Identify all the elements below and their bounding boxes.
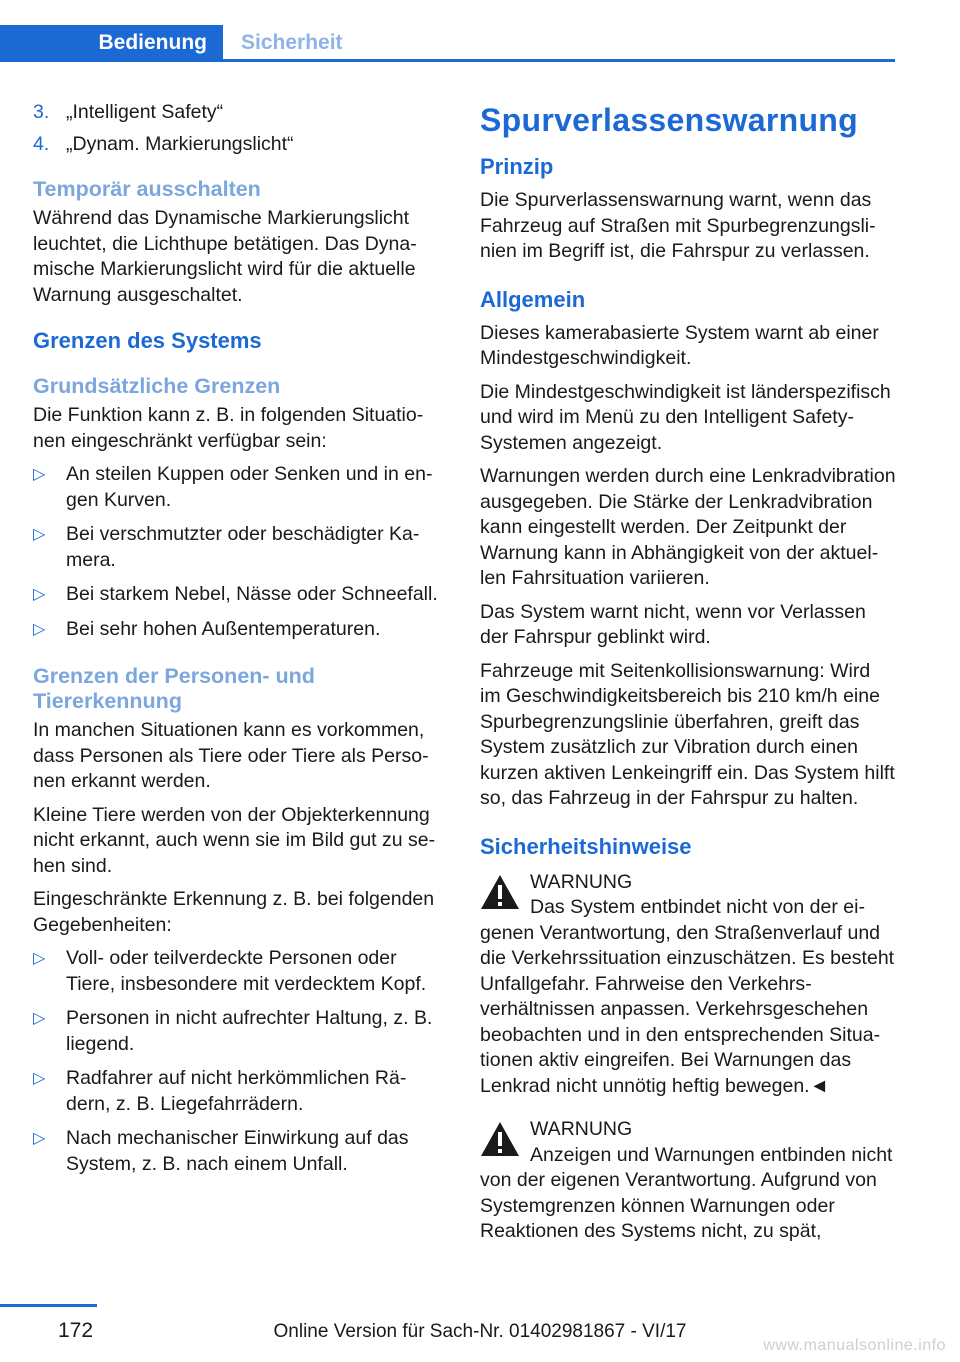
paragraph: Die Funktion kann z. B. in folgenden Situationen eingeschränkt verfügbar sein:: [33, 404, 424, 452]
triangle-right-icon: ▷: [33, 620, 46, 638]
warning-block: [480, 1117, 896, 1245]
triangle-right-icon: ▷: [33, 950, 46, 967]
header-bar: [0, 25, 895, 62]
list-item: [33, 617, 443, 643]
list-item-text: Personen in nicht aufrechter Haltung, z. B. liegend.: [66, 1007, 433, 1055]
list-item-text: Bei sehr hohen Außentemperaturen.: [66, 617, 381, 640]
paragraph: In manchen Situationen kann es vorkommen, dass Personen als Tiere oder Tiere als Personen erkannt werden.: [33, 719, 429, 792]
tab-sicherheit[interactable]: Sicherheit: [241, 31, 343, 54]
section-heading-temp-off: Temporär ausschalten: [33, 177, 261, 201]
list-item: [33, 522, 443, 573]
triangle-right-icon: ▷: [33, 1010, 46, 1027]
list-item-text: An steilen Kuppen oder Senken und in engen Kurven.: [66, 463, 433, 511]
triangle-right-icon: ▷: [33, 1070, 46, 1087]
list-item: [33, 1066, 443, 1117]
paragraph: Kleine Tiere werden von der Objekterkennung nicht erkannt, auch wenn sie im Bild gut zu sehen sind.: [33, 803, 436, 877]
warning-title: WARNUNG: [530, 1118, 633, 1140]
warning-title: WARNUNG: [530, 870, 633, 893]
triangle-right-icon: ▷: [33, 466, 46, 483]
paragraph: Eingeschränkte Erkennung z. B. bei folgenden Gegebenheiten:: [33, 888, 435, 936]
left-column: [33, 100, 443, 1186]
warning-triangle-icon: [480, 874, 520, 910]
list-number: 3.: [33, 101, 50, 123]
paragraph: Die Spurverlassenswarnung warnt, wenn das Fahrzeug auf Straßen mit Spurbegrenzungslinien im Begriff ist, die Fahrspur zu verlassen.: [480, 189, 876, 262]
triangle-right-icon: ▷: [33, 586, 46, 603]
page-title: Spurverlassenswarnung: [480, 102, 858, 138]
warning-triangle-icon: [480, 1121, 520, 1157]
menu-steps-list: [33, 100, 443, 157]
list-item-text: Voll- oder teilverdeckte Personen oder Tiere, insbesondere mit verdecktem Kopf.: [66, 947, 427, 995]
basic-limits-list: [33, 462, 443, 642]
triangle-right-icon: ▷: [33, 526, 46, 543]
paragraph: Dieses kamerabasierte System warnt ab einer Mindestgeschwindigkeit.: [480, 321, 879, 369]
paragraph: Die Mindestgeschwindigkeit ist länderspezifisch und wird im Menü zu den Intelligent Safety-Systemen angezeigt.: [480, 380, 891, 454]
page-number: 172: [58, 1319, 94, 1342]
paragraph: Warnungen werden durch eine Lenkradvibration ausgegeben. Die Stärke der Lenkradvibration kann eingestellt werden. Der Zeitpunkt der Warnung kann in Abhängigkeit von der aktuellen Fahrsituation variieren.: [480, 465, 896, 589]
list-item: [33, 582, 443, 608]
list-item-text: „Dynam. Markierungslicht“: [66, 132, 294, 155]
tab-bedienung-label: Bedienung: [98, 31, 207, 54]
footer-divider: [0, 1304, 97, 1307]
header-divider: [0, 59, 895, 62]
list-item: [33, 946, 443, 997]
list-item-text: Bei verschmutzter oder beschädigter Kamera.: [66, 523, 420, 571]
list-item: [33, 1006, 443, 1057]
warning-text: Anzeigen und Warnungen entbinden nicht von der eigenen Verantwortung. Aufgrund von Systemgrenzen können Warnungen oder Reaktionen des Systems nicht, zu spät,: [480, 1143, 893, 1242]
watermark: www.manualsonline.info: [763, 1337, 946, 1354]
section-heading-principle: Prinzip: [480, 154, 554, 179]
list-item: [33, 462, 443, 513]
list-item: [33, 132, 443, 158]
triangle-right-icon: ▷: [33, 1130, 46, 1147]
section-heading-general: Allgemein: [480, 286, 586, 312]
section-heading-safety: Sicherheitshinweise: [480, 833, 692, 859]
right-column: [480, 100, 896, 1257]
paragraph: Während das Dynamische Markierungslicht leuchtet, die Lichthupe betätigen. Das Dynamische Markierungslicht wird für die aktuelle Warnung ausgeschaltet.: [33, 207, 417, 306]
online-version-note: Online Version für Sach-Nr. 01402981867 - VI/17: [273, 1321, 687, 1342]
tab-bedienung[interactable]: [0, 25, 223, 62]
list-item-text: Nach mechanischer Einwirkung auf das System, z. B. nach einem Unfall.: [66, 1127, 409, 1175]
warning-block: [480, 870, 896, 1100]
list-item-text: Radfahrer auf nicht herkömmlichen Rädern, z. B. Liegefahrrädern.: [66, 1067, 407, 1115]
list-number: 4.: [33, 132, 50, 155]
list-item-text: Bei starkem Nebel, Nässe oder Schneefall.: [66, 583, 438, 605]
recognition-limits-list: [33, 946, 443, 1177]
list-item: [33, 1126, 443, 1177]
section-heading-limits: Grenzen des Systems: [33, 328, 262, 353]
paragraph: Das System warnt nicht, wenn vor Verlassen der Fahrspur geblinkt wird.: [480, 600, 866, 648]
section-heading-basic-limits: Grundsätzliche Grenzen: [33, 374, 281, 398]
section-heading-recognition: Grenzen der Personen- und Tiererkennung: [33, 664, 315, 713]
paragraph: Fahrzeuge mit Seitenkollisionswarnung: Wird im Geschwindigkeitsbereich bis 210 km/h eine Spurbegrenzungslinie überfahren, greift das System zusätzlich zur Vibration durch einen kurzen aktiven Lenkeingriff ein. Das System hilft so, das Fahrzeug in der Fahrspur zu halten.: [480, 659, 895, 809]
warning-text: Das System entbindet nicht von der eigenen Verantwortung, den Straßenverlauf und die Verkehrssituation einzuschätzen. Es besteht Unfallgefahr. Fahrweise den Verkehrsverhältnissen anpassen. Verkehrsgeschehen beobachten und in den entsprechenden Situationen aktiv eingreifen. Bei Warnungen das Lenkrad nicht unnötig heftig bewegen.◄: [480, 896, 895, 1097]
list-item-text: „Intelligent Safety“: [66, 101, 224, 123]
list-item: [33, 100, 443, 126]
